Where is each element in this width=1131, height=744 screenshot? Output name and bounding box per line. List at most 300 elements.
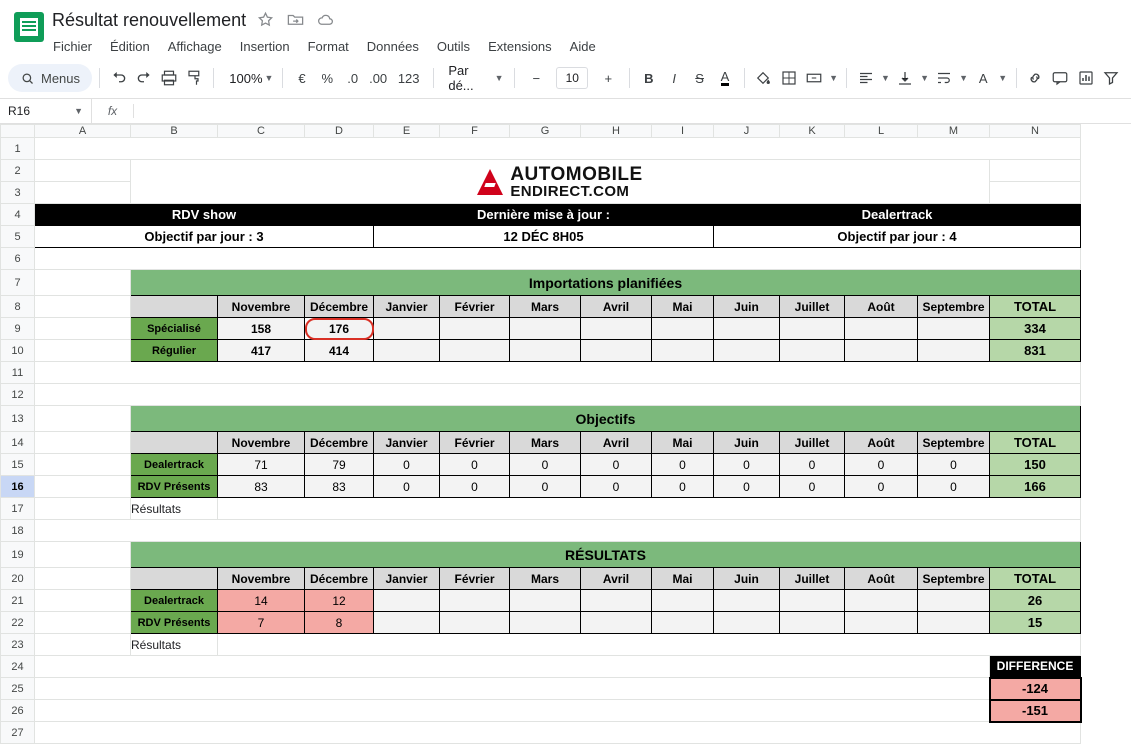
difference-value-1[interactable]: -151 (990, 700, 1081, 722)
banner-right-sub[interactable]: Objectif par jour : 4 (714, 226, 1081, 248)
cell-A23[interactable] (35, 634, 131, 656)
resultats-row-0-val-7[interactable] (714, 590, 780, 612)
importations-row-1-val-1[interactable]: 414 (305, 340, 374, 362)
row-12 (1, 384, 1081, 406)
undo-icon[interactable] (107, 64, 130, 92)
name-box[interactable] (0, 99, 92, 123)
objectifs-month-2[interactable]: Janvier (374, 432, 440, 454)
objectifs-row-0-val-3[interactable]: 0 (440, 454, 510, 476)
objectifs-row-1-val-7[interactable]: 0 (714, 476, 780, 498)
resultats-row-0-val-3[interactable] (440, 590, 510, 612)
cell-row25[interactable] (35, 678, 990, 700)
importations-row-1-total[interactable]: 831 (990, 340, 1081, 362)
font-family-selector[interactable] (440, 63, 507, 93)
objectifs-row-1-val-9[interactable]: 0 (845, 476, 918, 498)
row-header-27[interactable]: 27 (1, 722, 35, 744)
document-title[interactable]: Résultat renouvellement (52, 9, 247, 30)
menu-fichier[interactable]: Fichier (53, 39, 93, 54)
row-header-10[interactable]: 10 (1, 340, 35, 362)
more-formats-button[interactable]: 123 (397, 70, 420, 86)
row-13 (1, 406, 1081, 432)
objectifs-row-1-val-10[interactable]: 0 (918, 476, 990, 498)
objectifs-row-1-val-2[interactable]: 0 (374, 476, 440, 498)
objectifs-month-1[interactable]: Décembre (305, 432, 374, 454)
row-header-2[interactable]: 2 (1, 160, 35, 182)
importations-month-1[interactable]: Décembre (305, 296, 374, 318)
cell-A21[interactable] (35, 590, 131, 612)
importations-row-1-val-5[interactable] (581, 340, 652, 362)
formula-bar (0, 98, 1131, 124)
cell-row6[interactable] (35, 248, 1081, 270)
row-18 (1, 520, 1081, 542)
vertical-align-dropdown[interactable]: ▼ (920, 73, 929, 83)
grid-table (0, 124, 1082, 744)
row-header-17[interactable]: 17 (1, 498, 35, 520)
bold-button[interactable]: B (644, 70, 654, 86)
col-header-G[interactable]: G (510, 125, 581, 138)
row-header-21[interactable]: 21 (1, 590, 35, 612)
redo-icon[interactable] (132, 64, 155, 92)
row-header-9[interactable]: 9 (1, 318, 35, 340)
resultats-row-0-val-5[interactable] (581, 590, 652, 612)
resultats-row-1-val-0[interactable]: 7 (218, 612, 305, 634)
menu-affichage[interactable]: Affichage (167, 39, 222, 54)
row-17 (1, 498, 1081, 520)
row-header-15[interactable]: 15 (1, 454, 35, 476)
increase-decimal-button[interactable]: .00 (369, 70, 388, 86)
objectifs-row-1-val-6[interactable]: 0 (652, 476, 714, 498)
filter-icon[interactable] (1100, 64, 1123, 92)
importations-month-7[interactable]: Juin (714, 296, 780, 318)
importations-row-0-val-0[interactable]: 158 (218, 318, 305, 340)
importations-row-1-val-10[interactable] (918, 340, 990, 362)
chevron-down-icon: ▼ (74, 106, 83, 116)
col-header-A[interactable]: A (35, 125, 131, 138)
importations-row-0-val-2[interactable] (374, 318, 440, 340)
objectifs-row-1-val-0[interactable]: 83 (218, 476, 305, 498)
objectifs-month-10[interactable]: Septembre (918, 432, 990, 454)
objectifs-row-1-val-1[interactable]: 83 (305, 476, 374, 498)
document-title-row (52, 6, 1121, 34)
row-14 (1, 432, 1081, 454)
google-sheets-logo-icon[interactable] (14, 12, 44, 42)
objectifs-row-0-label[interactable]: Dealertrack (131, 454, 218, 476)
row-header-11[interactable]: 11 (1, 362, 35, 384)
text-rotation-icon[interactable]: A (978, 70, 988, 86)
resultats-month-6[interactable]: Mai (652, 568, 714, 590)
paint-format-icon[interactable] (183, 64, 206, 92)
importations-month-9[interactable]: Août (845, 296, 918, 318)
resultats-month-9[interactable]: Août (845, 568, 918, 590)
resultats-month-2[interactable]: Janvier (374, 568, 440, 590)
row-header-3[interactable]: 3 (1, 182, 35, 204)
cell-row24[interactable] (35, 656, 990, 678)
row-header-14[interactable]: 14 (1, 432, 35, 454)
objectifs-row-0-val-8[interactable]: 0 (780, 454, 845, 476)
resultats-row-1-val-9[interactable] (845, 612, 918, 634)
row-23 (1, 634, 1081, 656)
font-family-value: Par dé... (448, 63, 474, 93)
importations-row-1-val-8[interactable] (780, 340, 845, 362)
insert-link-icon[interactable] (1023, 64, 1046, 92)
col-header-I[interactable]: I (652, 125, 714, 138)
row-2 (1, 160, 1081, 182)
resultats-row-1-val-10[interactable] (918, 612, 990, 634)
objectifs-row-0-val-0[interactable]: 71 (218, 454, 305, 476)
banner-left-sub[interactable]: Objectif par jour : 3 (35, 226, 374, 248)
cell-row27[interactable] (35, 722, 1081, 744)
row-header-12[interactable]: 12 (1, 384, 35, 406)
cell-N2[interactable] (990, 160, 1081, 182)
menu-format[interactable]: Format (307, 39, 349, 54)
objectifs-row-1-label[interactable]: RDV Présents (131, 476, 218, 498)
font-size-stepper[interactable] (522, 64, 622, 92)
objectifs-row-1-val-3[interactable]: 0 (440, 476, 510, 498)
resultats-row-0-val-10[interactable] (918, 590, 990, 612)
importations-row-0-val-6[interactable] (652, 318, 714, 340)
column-header-row (1, 125, 1081, 138)
importations-month-2[interactable]: Janvier (374, 296, 440, 318)
row-header-8[interactable]: 8 (1, 296, 35, 318)
importations-row-0-total[interactable]: 334 (990, 318, 1081, 340)
col-header-E[interactable]: E (374, 125, 440, 138)
importations-row-1-val-3[interactable] (440, 340, 510, 362)
logo-line-1: AUTOMOBILE (510, 163, 643, 185)
row-header-16[interactable]: 16 (1, 476, 35, 498)
importations-month-3[interactable]: Février (440, 296, 510, 318)
menu-edition[interactable]: Édition (110, 39, 150, 54)
importations-month-0[interactable]: Novembre (218, 296, 305, 318)
row-22 (1, 612, 1081, 634)
cell-N3[interactable] (990, 182, 1081, 204)
cell-A10[interactable] (35, 340, 131, 362)
col-header-J[interactable]: J (714, 125, 780, 138)
strikethrough-button[interactable]: S (695, 70, 704, 86)
col-header-D[interactable]: D (305, 125, 374, 138)
cell-A2[interactable] (35, 160, 131, 182)
importations-row-0-val-8[interactable] (780, 318, 845, 340)
search-icon (20, 71, 35, 86)
importations-row-0-label[interactable]: Spécialisé (131, 318, 218, 340)
resultats-month-10[interactable]: Septembre (918, 568, 990, 590)
merge-cells-icon[interactable] (802, 64, 825, 92)
row-27 (1, 722, 1081, 744)
row-20 (1, 568, 1081, 590)
row-header-25[interactable]: 25 (1, 678, 35, 700)
objectifs-month-0[interactable]: Novembre (218, 432, 305, 454)
importations-title[interactable]: Importations planifiées (131, 270, 1081, 296)
row-header-18[interactable]: 18 (1, 520, 35, 542)
banner-right-title[interactable]: Dealertrack (714, 204, 1081, 226)
banner-mid-sub[interactable]: 12 DÉC 8H05 (374, 226, 714, 248)
resultats-month-8[interactable]: Juillet (780, 568, 845, 590)
importations-row-1-val-0[interactable]: 417 (218, 340, 305, 362)
objectifs-month-4[interactable]: Mars (510, 432, 581, 454)
toolbar (0, 58, 1131, 98)
text-rotation-dropdown[interactable]: ▼ (998, 73, 1008, 83)
cell-A3[interactable] (35, 182, 131, 204)
cell-row1[interactable] (35, 138, 1081, 160)
importations-month-5[interactable]: Avril (581, 296, 652, 318)
row-header-5[interactable]: 5 (1, 226, 35, 248)
decrease-decimal-button[interactable]: .0 (347, 70, 359, 86)
objectifs-month-7[interactable]: Juin (714, 432, 780, 454)
resultats-row-0-val-9[interactable] (845, 590, 918, 612)
row-header-22[interactable]: 22 (1, 612, 35, 634)
row-6 (1, 248, 1081, 270)
resultats-total-header[interactable]: TOTAL (990, 568, 1081, 590)
cell-A13[interactable] (35, 406, 131, 432)
print-icon[interactable] (158, 64, 181, 92)
row-header-6[interactable]: 6 (1, 248, 35, 270)
objectifs-row-0-val-7[interactable]: 0 (714, 454, 780, 476)
cell-row17-rest[interactable] (218, 498, 1081, 520)
currency-format-button[interactable]: € (298, 70, 306, 86)
objectifs-row-1-val-4[interactable]: 0 (510, 476, 581, 498)
importations-row-1-val-2[interactable] (374, 340, 440, 362)
resultats-month-1[interactable]: Décembre (305, 568, 374, 590)
zoom-selector[interactable] (221, 71, 275, 86)
objectifs-row-0-val-10[interactable]: 0 (918, 454, 990, 476)
importations-corner[interactable] (131, 296, 218, 318)
toolbar-divider-6 (629, 68, 630, 88)
menu-bar (52, 37, 1121, 56)
cell-row23-rest[interactable] (218, 634, 1081, 656)
row-15 (1, 454, 1081, 476)
company-logo (131, 160, 990, 204)
importations-row-1-label[interactable]: Régulier (131, 340, 218, 362)
objectifs-row-0-val-2[interactable]: 0 (374, 454, 440, 476)
objectifs-row-0-total[interactable]: 150 (990, 454, 1081, 476)
menu-donnees[interactable]: Données (366, 39, 419, 54)
cell-A19[interactable] (35, 542, 131, 568)
row-header-23[interactable]: 23 (1, 634, 35, 656)
font-size-increase-button[interactable]: + (604, 70, 613, 86)
chevron-down-icon: ▼ (264, 73, 274, 83)
menus-search-button[interactable] (8, 64, 92, 92)
difference-value-0[interactable]: -124 (990, 678, 1081, 700)
banner-mid-title[interactable]: Dernière mise à jour : (374, 204, 714, 226)
cell-A8[interactable] (35, 296, 131, 318)
spreadsheet-grid[interactable] (0, 124, 1131, 739)
importations-row-0-val-1[interactable]: 176 (305, 318, 374, 340)
row-header-1[interactable]: 1 (1, 138, 35, 160)
italic-button[interactable]: I (672, 70, 677, 86)
toolbar-divider-2 (213, 68, 214, 88)
star-icon[interactable] (256, 10, 276, 30)
menu-aide[interactable]: Aide (569, 39, 596, 54)
objectifs-corner[interactable] (131, 432, 218, 454)
row-16 (1, 476, 1081, 498)
objectifs-month-3[interactable]: Février (440, 432, 510, 454)
resultats-row-1-val-7[interactable] (714, 612, 780, 634)
importations-month-6[interactable]: Mai (652, 296, 714, 318)
text-wrap-dropdown[interactable]: ▼ (959, 73, 969, 83)
vertical-align-icon[interactable] (893, 64, 916, 92)
resultats-row-0-total[interactable]: 26 (990, 590, 1081, 612)
horizontal-align-icon[interactable] (854, 64, 877, 92)
col-header-N[interactable]: N (990, 125, 1081, 138)
move-to-folder-icon[interactable] (286, 10, 306, 30)
row-7 (1, 270, 1081, 296)
logo-line-2: ENDIRECT.COM (510, 182, 630, 200)
insert-chart-icon[interactable] (1074, 64, 1097, 92)
objectifs-total-header[interactable]: TOTAL (990, 432, 1081, 454)
select-all-corner[interactable] (1, 125, 35, 138)
cell-A15[interactable] (35, 454, 131, 476)
objectifs-row-0-val-4[interactable]: 0 (510, 454, 581, 476)
toolbar-divider-9 (1016, 68, 1017, 88)
row-26 (1, 700, 1081, 722)
importations-month-8[interactable]: Juillet (780, 296, 845, 318)
row-11 (1, 362, 1081, 384)
resultats-row-0-val-6[interactable] (652, 590, 714, 612)
row-header-26[interactable]: 26 (1, 700, 35, 722)
cell-row12[interactable] (35, 384, 1081, 406)
text-color-button[interactable] (713, 64, 736, 92)
row-header-4[interactable]: 4 (1, 204, 35, 226)
resultats-row-0-val-8[interactable] (780, 590, 845, 612)
cell-A17[interactable] (35, 498, 131, 520)
automobile-endirect-logo-icon (477, 169, 503, 195)
font-size-decrease-button[interactable]: − (532, 70, 541, 86)
menu-outils[interactable]: Outils (436, 39, 471, 54)
cell-A16[interactable] (35, 476, 131, 498)
fill-color-icon[interactable] (752, 64, 775, 92)
resultats-row-1-val-6[interactable] (652, 612, 714, 634)
importations-row-1-val-6[interactable] (652, 340, 714, 362)
cell-A7[interactable] (35, 270, 131, 296)
cloud-saved-icon[interactable] (316, 10, 336, 30)
col-header-L[interactable]: L (845, 125, 918, 138)
resultats-row-1-total[interactable]: 15 (990, 612, 1081, 634)
row-header-7[interactable]: 7 (1, 270, 35, 296)
importations-row-0-val-5[interactable] (581, 318, 652, 340)
text-wrap-icon[interactable] (932, 64, 955, 92)
row-19 (1, 542, 1081, 568)
resultats-row-1-val-3[interactable] (440, 612, 510, 634)
cell-row26[interactable] (35, 700, 990, 722)
cell-A20[interactable] (35, 568, 131, 590)
resultats-row-1-val-2[interactable] (374, 612, 440, 634)
importations-row-1-val-7[interactable] (714, 340, 780, 362)
row-24 (1, 656, 1081, 678)
resultats-row-1-label[interactable]: RDV Présents (131, 612, 218, 634)
chevron-down-icon: ▼ (494, 73, 504, 83)
objectifs-row-0-val-6[interactable]: 0 (652, 454, 714, 476)
col-header-C[interactable]: C (218, 125, 305, 138)
col-header-K[interactable]: K (780, 125, 845, 138)
row-header-20[interactable]: 20 (1, 568, 35, 590)
resultats-row-1-val-4[interactable] (510, 612, 581, 634)
objectifs-month-8[interactable]: Juillet (780, 432, 845, 454)
resultats-row-0-val-0[interactable]: 14 (218, 590, 305, 612)
toolbar-divider-7 (744, 68, 745, 88)
importations-row-1-val-9[interactable] (845, 340, 918, 362)
row-25 (1, 678, 1081, 700)
col-header-B[interactable]: B (131, 125, 218, 138)
resultats-row-0-val-2[interactable] (374, 590, 440, 612)
resultats-corner[interactable] (131, 568, 218, 590)
importations-row-0-val-9[interactable] (845, 318, 918, 340)
col-header-F[interactable]: F (440, 125, 510, 138)
cell-row11[interactable] (35, 362, 1081, 384)
menu-extensions[interactable]: Extensions (488, 39, 552, 54)
cell-A9[interactable] (35, 318, 131, 340)
objectifs-footer[interactable]: Résultats (131, 498, 218, 520)
importations-row-0-val-3[interactable] (440, 318, 510, 340)
cell-A22[interactable] (35, 612, 131, 634)
importations-row-0-val-10[interactable] (918, 318, 990, 340)
row-header-24[interactable]: 24 (1, 656, 35, 678)
resultats-row-0-val-4[interactable] (510, 590, 581, 612)
menus-label: Menus (41, 70, 81, 86)
insert-comment-icon[interactable] (1049, 64, 1072, 92)
font-size-input[interactable]: 10 (556, 67, 588, 89)
importations-row-0-val-7[interactable] (714, 318, 780, 340)
horizontal-align-dropdown[interactable]: ▼ (880, 73, 890, 83)
importations-row-1-val-4[interactable] (510, 340, 581, 362)
difference-title[interactable]: DIFFERENCE (990, 656, 1081, 678)
row-header-13[interactable]: 13 (1, 406, 35, 432)
importations-total-header[interactable]: TOTAL (990, 296, 1081, 318)
resultats-month-4[interactable]: Mars (510, 568, 581, 590)
resultats-row-0-val-1[interactable]: 12 (305, 590, 374, 612)
borders-icon[interactable] (777, 64, 800, 92)
toolbar-divider-5 (514, 68, 515, 88)
resultats-row-0-label[interactable]: Dealertrack (131, 590, 218, 612)
importations-month-4[interactable]: Mars (510, 296, 581, 318)
resultats-title[interactable]: RÉSULTATS (131, 542, 1081, 568)
menu-insertion[interactable]: Insertion (239, 39, 290, 54)
row-5 (1, 226, 1081, 248)
objectifs-month-6[interactable]: Mai (652, 432, 714, 454)
objectifs-row-0-val-1[interactable]: 79 (305, 454, 374, 476)
resultats-month-5[interactable]: Avril (581, 568, 652, 590)
objectifs-month-5[interactable]: Avril (581, 432, 652, 454)
objectifs-row-1-val-5[interactable]: 0 (581, 476, 652, 498)
row-8 (1, 296, 1081, 318)
objectifs-row-1-total[interactable]: 166 (990, 476, 1081, 498)
col-header-H[interactable]: H (581, 125, 652, 138)
row-header-19[interactable]: 19 (1, 542, 35, 568)
resultats-month-3[interactable]: Février (440, 568, 510, 590)
resultats-month-0[interactable]: Novembre (218, 568, 305, 590)
objectifs-row-0-val-9[interactable]: 0 (845, 454, 918, 476)
cell-row18[interactable] (35, 520, 1081, 542)
col-header-M[interactable]: M (918, 125, 990, 138)
objectifs-row-0-val-5[interactable]: 0 (581, 454, 652, 476)
resultats-footer[interactable]: Résultats (131, 634, 218, 656)
cell-A14[interactable] (35, 432, 131, 454)
resultats-row-1-val-1[interactable]: 8 (305, 612, 374, 634)
resultats-row-1-val-5[interactable] (581, 612, 652, 634)
merge-cells-dropdown[interactable]: ▼ (829, 73, 838, 83)
fx-icon: fx (92, 104, 134, 118)
objectifs-row-1-val-8[interactable]: 0 (780, 476, 845, 498)
objectifs-title[interactable]: Objectifs (131, 406, 1081, 432)
percent-format-button[interactable]: % (321, 70, 334, 86)
resultats-row-1-val-8[interactable] (780, 612, 845, 634)
text-color-icon: A (720, 69, 730, 84)
resultats-month-7[interactable]: Juin (714, 568, 780, 590)
row-9 (1, 318, 1081, 340)
toolbar-divider-8 (846, 68, 847, 88)
importations-row-0-val-4[interactable] (510, 318, 581, 340)
objectifs-month-9[interactable]: Août (845, 432, 918, 454)
banner-left-title[interactable]: RDV show (35, 204, 374, 226)
importations-month-10[interactable]: Septembre (918, 296, 990, 318)
